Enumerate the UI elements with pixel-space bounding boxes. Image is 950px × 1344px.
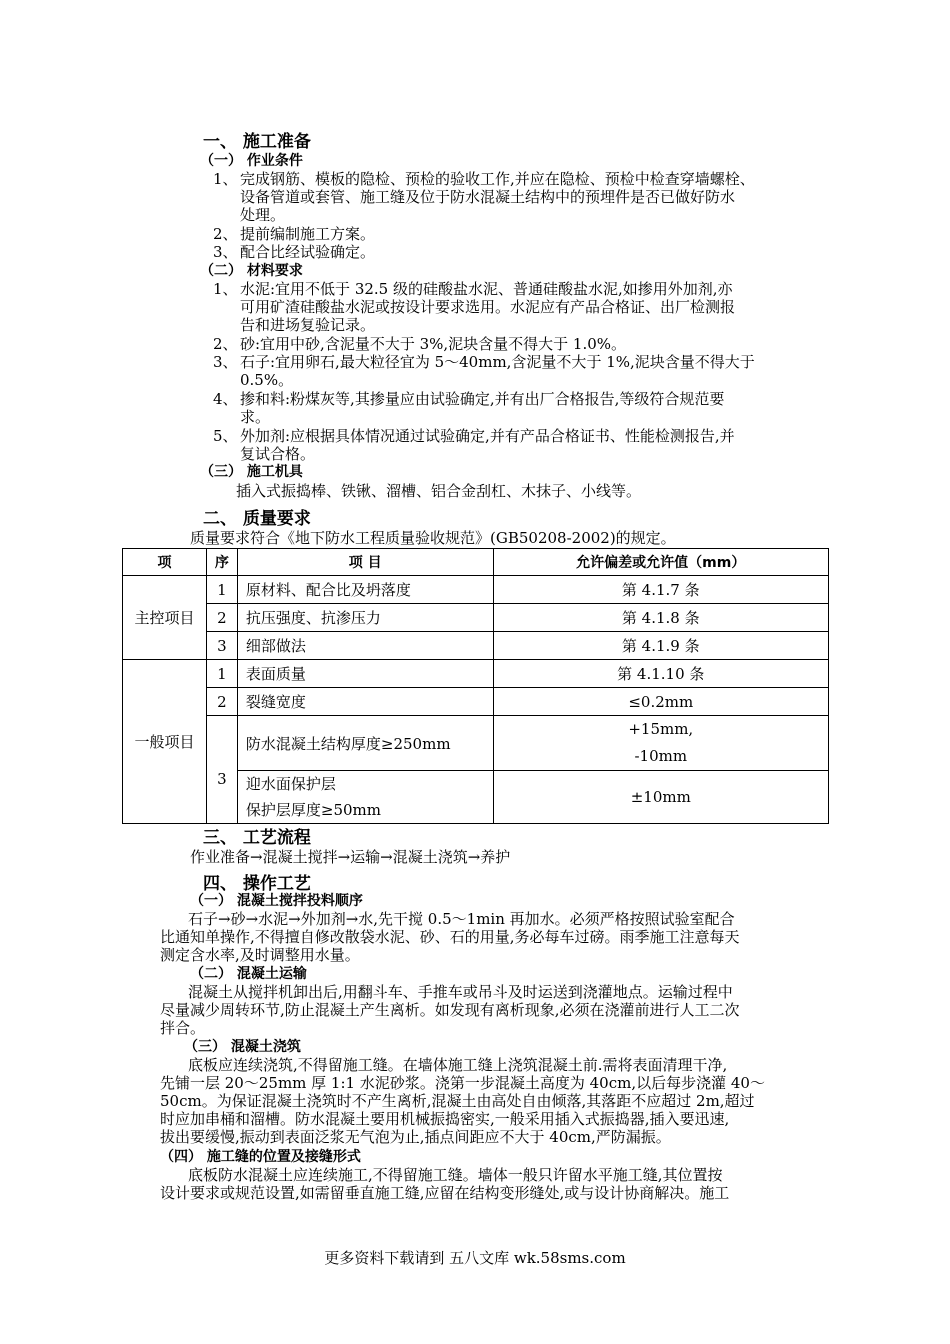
value-line: +15mm, <box>628 720 694 738</box>
paragraph-line: 底板防水混凝土应连续施工,不得留施工缝。墙体一般只许留水平施工缝,其位置按 <box>188 1166 723 1184</box>
quality-table <box>122 548 829 824</box>
seq-cell: 3 <box>206 632 237 660</box>
item-number: 3、 <box>213 353 238 371</box>
item-line: 砂:宜用中砂,含泥量不大于 3%,泥块含量不得大于 1.0%。 <box>240 335 627 353</box>
value-cell: 第 4.1.7 条 <box>493 576 828 604</box>
value-cell: 第 4.1.8 条 <box>493 604 828 632</box>
item-line: 水泥:宜用不低于 32.5 级的硅酸盐水泥、普通硅酸盐水泥,如掺用外加剂,亦 <box>240 280 733 298</box>
subsection-4-4-title: （四） 施工缝的位置及接缝形式 <box>160 1149 361 1165</box>
item-line: 配合比经试验确定。 <box>240 243 376 261</box>
seq-cell: 1 <box>206 660 237 688</box>
item-cell: 原材料、配合比及坍落度 <box>237 576 493 604</box>
table-row <box>123 660 829 688</box>
col-header-value: 允许偏差或允许值（mm） <box>493 549 828 576</box>
item-cell: 裂缝宽度 <box>237 688 493 716</box>
table-row <box>123 716 829 771</box>
item-cell: 表面质量 <box>237 660 493 688</box>
paragraph-line: 测定含水率,及时调整用水量。 <box>160 946 360 964</box>
col-header-item: 项 目 <box>237 549 493 576</box>
item-line: 掺和料:粉煤灰等,其掺量应由试验确定,并有出厂合格报告,等级符合规范要 <box>240 390 725 408</box>
group-general: 一般项目 <box>123 660 207 824</box>
quality-intro: 质量要求符合《地下防水工程质量验收规范》(GB50208-2002)的规定。 <box>190 529 676 547</box>
subsection-4-1-title: （一） 混凝土搅拌投料顺序 <box>190 893 363 909</box>
item-number: 1、 <box>213 280 238 298</box>
item-number: 4、 <box>213 390 238 408</box>
value-cell: ±10mm <box>493 771 828 824</box>
item-line: 可用矿渣硅酸盐水泥或按设计要求选用。水泥应有产品合格证、出厂检测报 <box>240 298 736 316</box>
subsection-1-1-title: （一） 作业条件 <box>200 153 303 169</box>
group-main-control: 主控项目 <box>123 576 207 660</box>
paragraph-line: 时应加串桶和溜槽。防水混凝土要用机械振捣密实,一般采用插入式振捣器,插入要迅速, <box>160 1110 730 1128</box>
section-1-title: 一、 施工准备 <box>203 132 311 152</box>
paragraph-line: 设计要求或规范设置,如需留垂直施工缝,应留在结构变形缝处,或与设计协商解决。施工 <box>160 1184 730 1202</box>
item-line: 保护层厚度≥50mm <box>245 801 381 819</box>
item-number: 3、 <box>213 243 238 261</box>
paragraph-line: 混凝土从搅拌机卸出后,用翻斗车、手推车或吊斗及时运送到浇灌地点。运输过程中 <box>188 983 733 1001</box>
item-line: 外加剂:应根据具体情况通过试验确定,并有产品合格证书、性能检测报告,并 <box>240 427 735 445</box>
item-cell <box>237 771 493 824</box>
table-row <box>123 604 829 632</box>
item-line: 迎水面保护层 <box>245 775 336 793</box>
subsection-1-3-title: （三） 施工机具 <box>200 464 303 480</box>
subsection-1-2-title: （二） 材料要求 <box>200 263 303 279</box>
item-line: 提前编制施工方案。 <box>240 225 376 243</box>
paragraph-line: 先铺一层 20～25mm 厚 1:1 水泥砂浆。浇第一步混凝土高度为 40cm,以后每步浇灌 40～ <box>160 1074 765 1092</box>
seq-cell: 1 <box>206 576 237 604</box>
item-line: 0.5%。 <box>240 371 294 389</box>
item-number: 1、 <box>213 170 238 188</box>
seq-cell: 3 <box>206 716 237 824</box>
paragraph-line: 尽量减少周转环节,防止混凝土产生离析。如发现有离析现象,必须在浇灌前进行人工二次 <box>160 1001 740 1019</box>
item-cell: 细部做法 <box>237 632 493 660</box>
value-cell: ≤0.2mm <box>493 688 828 716</box>
item-cell: 防水混凝土结构厚度≥250mm <box>237 716 493 771</box>
paragraph-line: 石子→砂→水泥→外加剂→水,先干搅 0.5～1min 再加水。必须严格按照试验室配合 <box>188 910 735 928</box>
col-header-category: 项 <box>123 549 207 576</box>
item-number: 2、 <box>213 225 238 243</box>
seq-cell: 2 <box>206 688 237 716</box>
section-4-title: 四、 操作工艺 <box>203 874 311 894</box>
table-row <box>123 576 829 604</box>
table-row <box>123 632 829 660</box>
item-line: 设备管道或套管、施工缝及位于防水混凝土结构中的预埋件是否已做好防水 <box>240 188 736 206</box>
item-line: 石子:宜用卵石,最大粒径宜为 5～40mm,含泥量不大于 1%,泥块含量不得大于 <box>240 353 755 371</box>
item-cell: 抗压强度、抗渗压力 <box>237 604 493 632</box>
section-2-title: 二、 质量要求 <box>203 509 311 529</box>
item-number: 2、 <box>213 335 238 353</box>
paragraph-line: 底板应连续浇筑,不得留施工缝。在墙体施工缝上浇筑混凝土前.需将表面清理干净, <box>188 1056 728 1074</box>
item-line: 完成钢筋、模板的隐检、预检的验收工作,并应在隐检、预检中检查穿墙螺栓、 <box>240 170 755 188</box>
paragraph-line: 拔出要缓慢,振动到表面泛浆无气泡为止,插点间距应不大于 40cm,严防漏振。 <box>160 1128 671 1146</box>
item-line: 求。 <box>240 408 271 426</box>
table-header-row <box>123 549 829 576</box>
value-cell: 第 4.1.10 条 <box>493 660 828 688</box>
value-cell: 第 4.1.9 条 <box>493 632 828 660</box>
item-line: 复试合格。 <box>240 445 316 463</box>
subsection-4-3-title: （三） 混凝土浇筑 <box>184 1039 301 1055</box>
item-number: 5、 <box>213 427 238 445</box>
process-flow: 作业准备→混凝土搅拌→运输→混凝土浇筑→养护 <box>190 848 511 866</box>
paragraph-line: 拌合。 <box>160 1019 206 1037</box>
item-line: 处理。 <box>240 206 286 224</box>
col-header-seq: 序 <box>206 549 237 576</box>
paragraph-line: 50cm。为保证混凝土浇筑时不产生离析,混凝土由高处自由倾落,其落距不应超过 2m,超过 <box>160 1092 755 1110</box>
seq-cell: 2 <box>206 604 237 632</box>
table-row <box>123 688 829 716</box>
subsection-4-2-title: （二） 混凝土运输 <box>190 966 307 982</box>
item-line: 告和进场复验记录。 <box>240 316 376 334</box>
value-cell <box>493 716 828 771</box>
value-line: -10mm <box>634 747 688 765</box>
tools-text: 插入式振捣棒、铁锹、溜槽、铝合金刮杠、木抹子、小线等。 <box>236 482 642 500</box>
paragraph-line: 比通知单操作,不得擅自修改散袋水泥、砂、石的用量,务必每车过磅。雨季施工注意每天 <box>160 928 740 946</box>
section-3-title: 三、 工艺流程 <box>203 828 311 848</box>
footer-text: 更多资料下载请到 五八文库 wk.58sms.com <box>324 1249 626 1267</box>
